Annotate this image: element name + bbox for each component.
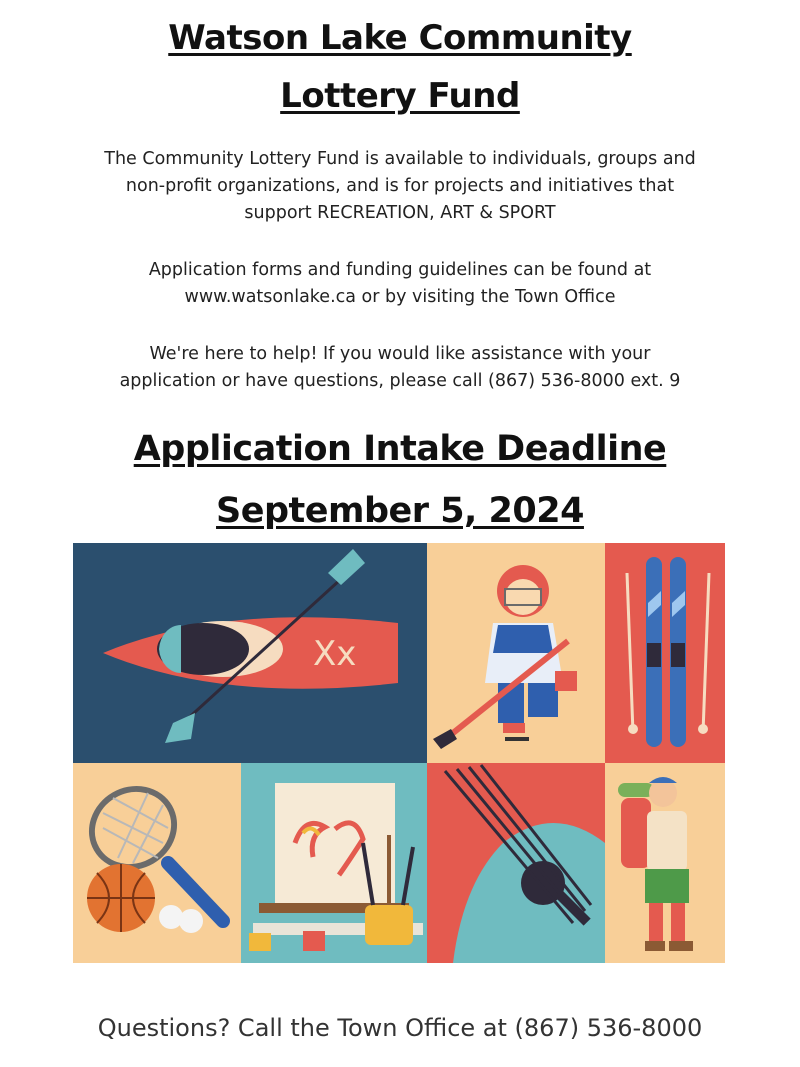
forms-line: Application forms and funding guidelines can be found at xyxy=(148,260,652,280)
skis-icon xyxy=(605,543,725,763)
help-paragraph xyxy=(60,341,740,395)
title-line-2: Lottery Fund xyxy=(280,76,520,116)
contact-footer: Questions? Call the Town Office at (867) 536-8000 xyxy=(97,1014,703,1042)
painting-easel-icon xyxy=(241,763,427,963)
intro-line: non-profit organizations, and is for projects and initiatives that xyxy=(125,176,675,196)
guitar-icon xyxy=(427,763,605,963)
kayak-icon xyxy=(73,543,427,763)
forms-line: www.watsonlake.ca or by visiting the Town Office xyxy=(184,287,616,307)
forms-paragraph xyxy=(60,257,740,311)
activities-illustration xyxy=(73,543,725,963)
title-line-1: Watson Lake Community xyxy=(168,18,632,58)
help-line: application or have questions, please call (867) 536-8000 ext. 9 xyxy=(119,371,681,391)
intro-paragraph xyxy=(60,146,740,227)
hockey-player-icon xyxy=(427,543,605,763)
help-line: We're here to help! If you would like assistance with your xyxy=(149,344,651,364)
deadline-date: September 5, 2024 xyxy=(216,491,584,531)
hiker-icon xyxy=(605,763,725,963)
tennis-basketball-icon xyxy=(73,763,241,963)
deadline-heading: Application Intake Deadline xyxy=(133,429,667,469)
kayak-mark: Xx xyxy=(313,634,357,674)
intro-line: The Community Lottery Fund is available to individuals, groups and xyxy=(104,149,696,169)
intro-line: support RECREATION, ART & SPORT xyxy=(244,203,556,223)
